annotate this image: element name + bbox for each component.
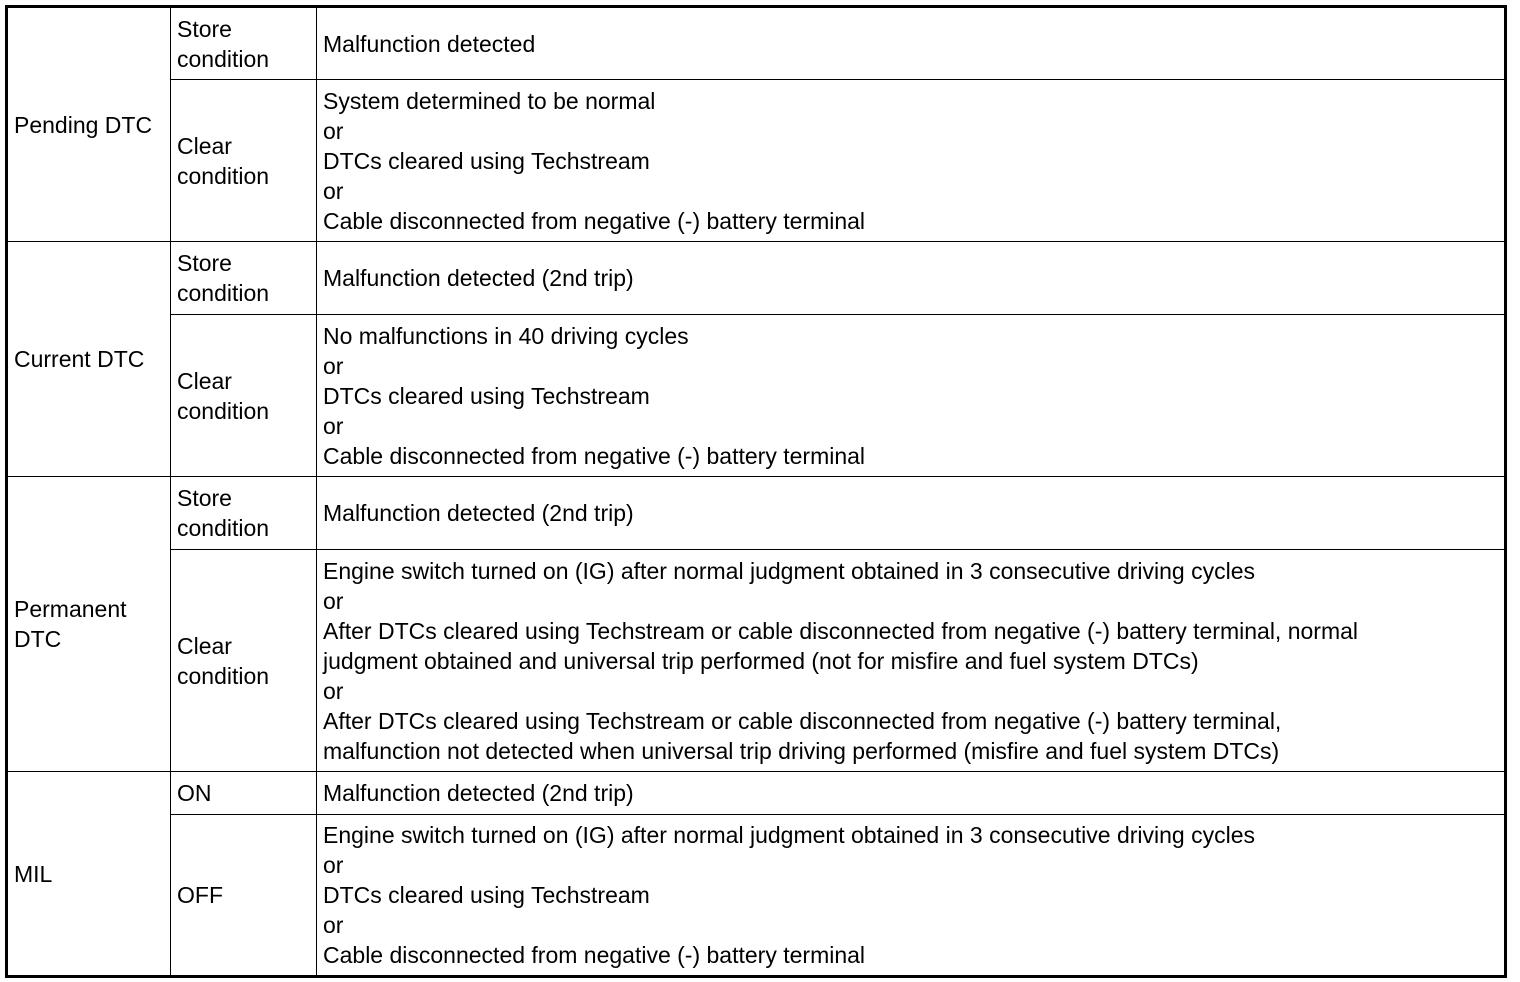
- table-row: [7, 815, 1506, 977]
- condition-label: Clear condition: [171, 315, 317, 477]
- category-pending-dtc: Pending DTC: [7, 7, 171, 242]
- condition-detail: Malfunction detected (2nd trip): [317, 772, 1506, 815]
- table-row: [7, 315, 1506, 477]
- condition-label: Clear condition: [171, 80, 317, 242]
- condition-detail: Malfunction detected (2nd trip): [317, 477, 1506, 550]
- table-row: [7, 80, 1506, 242]
- table-row: [7, 772, 1506, 815]
- table-row: [7, 477, 1506, 550]
- condition-detail: Malfunction detected: [317, 7, 1506, 80]
- category-current-dtc: Current DTC: [7, 242, 171, 477]
- condition-label: Store condition: [171, 7, 317, 80]
- category-mil: MIL: [7, 772, 171, 977]
- condition-label: Store condition: [171, 242, 317, 315]
- condition-label: Store condition: [171, 477, 317, 550]
- condition-detail: No malfunctions in 40 driving cycles or DTCs cleared using Techstream or Cable disconnected from negative (-) battery terminal: [317, 315, 1506, 477]
- table-row: [7, 242, 1506, 315]
- condition-detail: System determined to be normal or DTCs cleared using Techstream or Cable disconnected from negative (-) battery terminal: [317, 80, 1506, 242]
- condition-label: Clear condition: [171, 550, 317, 772]
- condition-detail: Engine switch turned on (IG) after normal judgment obtained in 3 consecutive driving cycles or DTCs cleared using Techstream or Cable disconnected from negative (-) battery terminal: [317, 815, 1506, 977]
- condition-label: OFF: [171, 815, 317, 977]
- table-row: [7, 550, 1506, 772]
- condition-detail: Malfunction detected (2nd trip): [317, 242, 1506, 315]
- table-row: [7, 7, 1506, 80]
- category-permanent-dtc: Permanent DTC: [7, 477, 171, 772]
- condition-detail: Engine switch turned on (IG) after normal judgment obtained in 3 consecutive driving cycles or After DTCs cleared using Techstream or cable disconnected from negative (-) battery terminal, normal judgment obtained and universal trip performed (not for misfire and fuel system DTCs) or After DTCs cleared using Techstream or cable disconnected from negative (-) battery terminal, malfunction not detected when universal trip driving performed (misfire and fuel system DTCs): [317, 550, 1506, 772]
- dtc-status-table: [5, 5, 1507, 978]
- condition-label: ON: [171, 772, 317, 815]
